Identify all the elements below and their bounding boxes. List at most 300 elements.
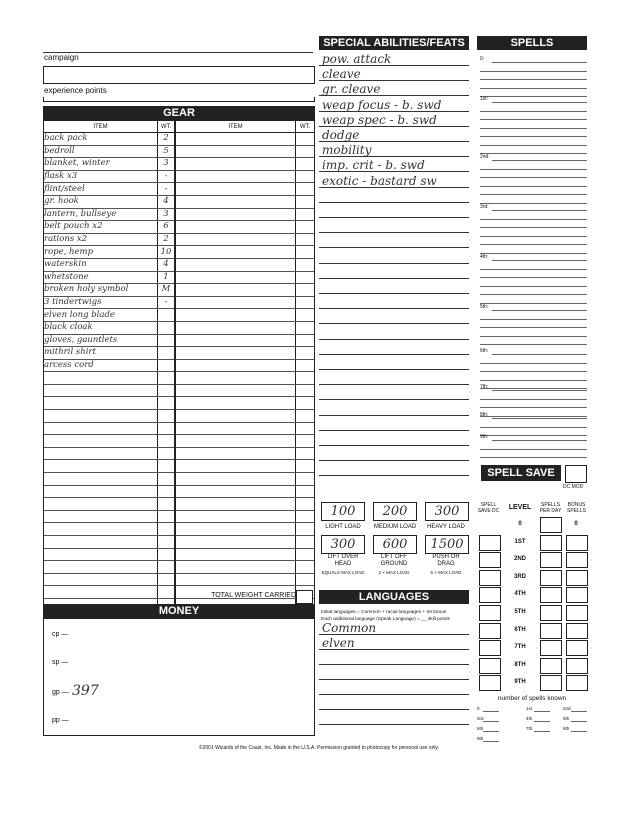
- gear-item-cell[interactable]: [44, 548, 158, 561]
- spell-line[interactable]: [480, 427, 587, 428]
- bonus-spells-box[interactable]: [566, 623, 588, 639]
- spell-line[interactable]: [480, 407, 587, 408]
- spell-level-label: 7th:: [480, 384, 489, 390]
- spells-known-line[interactable]: [483, 731, 499, 732]
- gear-item-cell[interactable]: [44, 573, 158, 586]
- gear-weight-cell[interactable]: [158, 309, 176, 322]
- gear-item-cell[interactable]: [44, 372, 158, 385]
- gear-weight-cell[interactable]: [296, 284, 315, 297]
- gear-item-cell[interactable]: [44, 422, 158, 435]
- total-weight-field[interactable]: [296, 590, 313, 604]
- feat-entry[interactable]: mobility: [322, 143, 372, 158]
- table-row: [44, 397, 314, 410]
- spell-save-dc-box[interactable]: [479, 658, 501, 674]
- gear-item-cell[interactable]: belt pouch x2: [44, 221, 158, 234]
- gear-item-cell[interactable]: [44, 498, 158, 511]
- spell-line[interactable]: [480, 96, 587, 97]
- gear-weight-cell[interactable]: [158, 460, 176, 473]
- table-row: [44, 321, 314, 334]
- spell-level-label: 3rd:: [480, 204, 489, 210]
- spell-line[interactable]: [480, 269, 587, 270]
- spell-line[interactable]: [492, 210, 587, 211]
- spell-line[interactable]: [480, 236, 587, 237]
- gear-weight-cell[interactable]: [296, 158, 315, 171]
- feat-line: [319, 323, 469, 324]
- spells-known-line[interactable]: [534, 711, 550, 712]
- col-spell-save-dc: SPELL SAVE DC: [477, 502, 500, 514]
- table-row: [44, 195, 314, 208]
- push-drag-box[interactable]: [425, 535, 469, 554]
- gear-item-cell[interactable]: [175, 498, 296, 511]
- gear-weight-cell[interactable]: [158, 561, 176, 574]
- table-row: [44, 284, 314, 297]
- gear-weight-cell[interactable]: [296, 548, 315, 561]
- gear-weight-cell[interactable]: [296, 460, 315, 473]
- spells-per-day-box[interactable]: [540, 658, 562, 674]
- lift-head-label: LIFT OVER HEAD: [327, 554, 359, 567]
- gear-weight-cell[interactable]: [296, 133, 315, 146]
- spell-line[interactable]: [480, 399, 587, 400]
- gear-item-cell[interactable]: [175, 221, 296, 234]
- gear-item-cell[interactable]: [175, 309, 296, 322]
- spells-per-day-box[interactable]: [540, 623, 562, 639]
- spell-line[interactable]: [492, 62, 587, 63]
- dc-mod-field[interactable]: [565, 465, 587, 483]
- gear-weight-cell[interactable]: M: [158, 284, 176, 297]
- spells-per-day-box[interactable]: [540, 535, 562, 551]
- gear-item-cell[interactable]: gloves, gauntlets: [44, 334, 158, 347]
- table-row: [44, 170, 314, 183]
- feat-entry[interactable]: weap focus - b. swd: [322, 97, 442, 112]
- spell-line[interactable]: [492, 354, 587, 355]
- table-row: [44, 435, 314, 448]
- spell-line[interactable]: [480, 244, 587, 245]
- gear-weight-cell[interactable]: [158, 321, 176, 334]
- heavy-load-box[interactable]: [425, 502, 469, 521]
- languages-title: LANGUAGES: [319, 590, 469, 604]
- gear-weight-cell[interactable]: [158, 422, 176, 435]
- gear-item-cell[interactable]: [44, 397, 158, 410]
- gear-item-cell[interactable]: [175, 485, 296, 498]
- spell-level-label: 5th:: [480, 304, 489, 310]
- gear-item-cell[interactable]: arcess cord: [44, 359, 158, 372]
- gear-weight-cell[interactable]: [296, 183, 315, 196]
- feat-entry[interactable]: cleave: [322, 67, 361, 82]
- feat-entry[interactable]: imp. crit - b. swd: [322, 158, 425, 173]
- light-load-box[interactable]: [321, 502, 365, 521]
- gear-item-cell[interactable]: blanket, winter: [44, 158, 158, 171]
- gear-weight-cell[interactable]: [296, 145, 315, 158]
- spell-line[interactable]: [480, 435, 587, 436]
- gear-weight-cell[interactable]: 4: [158, 195, 176, 208]
- gear-weight-cell[interactable]: [158, 384, 176, 397]
- spells-known-line[interactable]: [483, 711, 499, 712]
- bonus-spells-box[interactable]: [566, 552, 588, 568]
- gear-weight-cell[interactable]: -: [158, 170, 176, 183]
- gear-weight-cell[interactable]: 2: [158, 133, 176, 146]
- gear-item-cell[interactable]: lantern, bullseye: [44, 208, 158, 221]
- feat-line: [319, 399, 469, 400]
- gear-weight-cell[interactable]: [158, 510, 176, 523]
- gear-weight-cell[interactable]: [296, 208, 315, 221]
- gear-item-cell[interactable]: [175, 523, 296, 536]
- spell-line[interactable]: [480, 303, 587, 304]
- gear-item-cell[interactable]: [44, 435, 158, 448]
- gear-item-cell[interactable]: waterskin: [44, 258, 158, 271]
- spells-per-day-box[interactable]: [540, 517, 562, 533]
- gear-weight-cell[interactable]: [158, 435, 176, 448]
- gear-item-cell[interactable]: [175, 321, 296, 334]
- spells-per-day-box[interactable]: [540, 640, 562, 656]
- gear-item-cell[interactable]: rope, hemp: [44, 246, 158, 259]
- gear-weight-cell[interactable]: [296, 510, 315, 523]
- gear-item-cell[interactable]: [175, 447, 296, 460]
- spell-line[interactable]: [492, 310, 587, 311]
- gear-weight-cell[interactable]: [296, 536, 315, 549]
- spells-per-day-box[interactable]: [540, 552, 562, 568]
- gear-weight-cell[interactable]: [158, 473, 176, 486]
- gear-weight-cell[interactable]: [296, 397, 315, 410]
- campaign-line: [43, 52, 313, 53]
- gear-item-cell[interactable]: [175, 258, 296, 271]
- table-row: [44, 133, 314, 146]
- gear-weight-cell[interactable]: [296, 410, 315, 423]
- gear-item-cell[interactable]: broken holy symbol: [44, 284, 158, 297]
- gear-item-cell[interactable]: flask x3: [44, 170, 158, 183]
- gear-item-cell[interactable]: [175, 422, 296, 435]
- money-gp-value[interactable]: 397: [72, 683, 99, 699]
- table-row: [44, 561, 314, 574]
- spell-line[interactable]: [480, 380, 587, 381]
- spell-line[interactable]: [480, 344, 587, 345]
- gear-weight-cell[interactable]: [158, 359, 176, 372]
- spells-known-line[interactable]: [571, 731, 587, 732]
- gear-item-cell[interactable]: [175, 208, 296, 221]
- gear-weight-cell[interactable]: [296, 233, 315, 246]
- feat-entry[interactable]: gr. cleave: [322, 82, 381, 97]
- gear-weight-cell[interactable]: [296, 334, 315, 347]
- language-line: [319, 694, 469, 695]
- gear-item-cell[interactable]: [175, 158, 296, 171]
- spells-per-day-box[interactable]: [540, 605, 562, 621]
- gear-weight-cell[interactable]: [158, 485, 176, 498]
- spell-line[interactable]: [480, 119, 587, 120]
- spell-save-dc-box[interactable]: [479, 570, 501, 586]
- gear-item-cell[interactable]: [175, 384, 296, 397]
- spell-line[interactable]: [492, 160, 587, 161]
- spell-save-dc-box[interactable]: [479, 605, 501, 621]
- gear-item-cell[interactable]: black cloak: [44, 321, 158, 334]
- gear-weight-cell[interactable]: 10: [158, 246, 176, 259]
- heavy-load-label: HEAVY LOAD: [427, 524, 465, 530]
- spell-line[interactable]: [480, 416, 587, 417]
- gear-weight-cell[interactable]: [296, 523, 315, 536]
- gear-item-cell[interactable]: flint/steel: [44, 183, 158, 196]
- spells-known-line[interactable]: [571, 711, 587, 712]
- gear-item-cell[interactable]: [175, 460, 296, 473]
- spell-line[interactable]: [480, 88, 587, 89]
- gear-item-cell[interactable]: [44, 586, 158, 599]
- gear-weight-cell[interactable]: [296, 485, 315, 498]
- languages-note-1: Initial languages = Common + racial languages + Int bonus: [321, 610, 447, 615]
- lift-head-box[interactable]: [321, 535, 365, 554]
- gear-item-cell[interactable]: [44, 473, 158, 486]
- feat-line: [319, 293, 469, 294]
- spell-level: 6TH: [514, 626, 526, 633]
- spells-known-title: number of spells known: [497, 695, 567, 702]
- spell-line[interactable]: [480, 363, 587, 364]
- gear-item-cell[interactable]: [175, 296, 296, 309]
- medium-load-box[interactable]: [373, 502, 417, 521]
- feat-entry[interactable]: pow. attack: [322, 52, 392, 66]
- spell-line[interactable]: [480, 371, 587, 372]
- bonus-spells-box[interactable]: [566, 605, 588, 621]
- gear-title: GEAR: [43, 106, 315, 120]
- gear-item-cell[interactable]: [175, 372, 296, 385]
- gear-weight-cell[interactable]: [296, 435, 315, 448]
- gear-weight-cell[interactable]: [158, 372, 176, 385]
- gear-weight-cell[interactable]: 3: [158, 208, 176, 221]
- spells-known-line[interactable]: [571, 721, 587, 722]
- gear-weight-cell[interactable]: -: [158, 296, 176, 309]
- gear-weight-cell[interactable]: [158, 347, 176, 360]
- spell-line[interactable]: [492, 440, 587, 441]
- spell-line[interactable]: [480, 336, 587, 337]
- gear-weight-cell[interactable]: [296, 246, 315, 259]
- spell-line[interactable]: [480, 136, 587, 137]
- feat-line: [319, 247, 469, 248]
- gear-item-cell[interactable]: elven long blade: [44, 309, 158, 322]
- gear-weight-cell[interactable]: 2: [158, 233, 176, 246]
- feat-line: [319, 430, 469, 431]
- gear-weight-cell[interactable]: [158, 397, 176, 410]
- gear-item-cell[interactable]: [175, 133, 296, 146]
- money-pp-label: pp —: [52, 717, 69, 724]
- gear-item-cell[interactable]: [44, 485, 158, 498]
- gear-item-cell[interactable]: [175, 183, 296, 196]
- gear-item-cell[interactable]: [175, 510, 296, 523]
- gear-weight-cell[interactable]: [158, 573, 176, 586]
- gear-item-cell[interactable]: bedroll: [44, 145, 158, 158]
- gear-item-cell[interactable]: [175, 334, 296, 347]
- gear-weight-cell[interactable]: [296, 271, 315, 284]
- spell-line[interactable]: [480, 79, 587, 80]
- table-row: [44, 510, 314, 523]
- gear-weight-cell[interactable]: [158, 498, 176, 511]
- language-entry[interactable]: elven: [322, 636, 355, 650]
- spell-line[interactable]: [480, 128, 587, 129]
- spells-known-line[interactable]: [534, 731, 550, 732]
- spell-line[interactable]: [480, 177, 587, 178]
- gear-item-cell[interactable]: [175, 170, 296, 183]
- gear-weight-cell[interactable]: [296, 296, 315, 309]
- gear-weight-cell[interactable]: 6: [158, 221, 176, 234]
- spell-level-label: 6th:: [480, 348, 489, 354]
- spells-per-day-box[interactable]: [540, 587, 562, 603]
- gear-weight-cell[interactable]: [296, 473, 315, 486]
- spell-line[interactable]: [480, 327, 587, 328]
- spell-line[interactable]: [480, 153, 587, 154]
- gear-weight-cell[interactable]: [296, 447, 315, 460]
- language-entry[interactable]: Common: [322, 621, 377, 635]
- gear-item-cell[interactable]: [44, 384, 158, 397]
- spell-level: 2ND: [513, 556, 526, 563]
- feat-entry[interactable]: weap spec - b. swd: [322, 112, 437, 127]
- gear-weight-cell[interactable]: [296, 309, 315, 322]
- gear-weight-cell[interactable]: [158, 447, 176, 460]
- feat-entry[interactable]: dodge: [322, 128, 360, 142]
- spell-line[interactable]: [492, 102, 587, 103]
- gear-weight-cell[interactable]: [296, 498, 315, 511]
- gear-col-item: ITEM: [44, 121, 158, 133]
- gear-item-cell[interactable]: back pack: [44, 133, 158, 146]
- spell-line[interactable]: [480, 186, 587, 187]
- spell-level-label: 2nd:: [480, 154, 490, 160]
- spells-per-day-box[interactable]: [540, 570, 562, 586]
- gear-item-cell[interactable]: [44, 460, 158, 473]
- gear-weight-cell[interactable]: [158, 523, 176, 536]
- spell-line[interactable]: [492, 390, 587, 391]
- spell-line[interactable]: [480, 111, 587, 112]
- spells-known-line[interactable]: [534, 721, 550, 722]
- spell-line[interactable]: [480, 145, 587, 146]
- bonus-spells-box[interactable]: [566, 658, 588, 674]
- gear-item-cell[interactable]: 3 tindertwigs: [44, 296, 158, 309]
- gear-item-cell[interactable]: rations x2: [44, 233, 158, 246]
- gear-item-cell[interactable]: [175, 233, 296, 246]
- spells-known-line[interactable]: [483, 721, 499, 722]
- spell-line[interactable]: [480, 253, 587, 254]
- gear-weight-cell[interactable]: [296, 573, 315, 586]
- spell-line[interactable]: [480, 219, 587, 220]
- gear-item-cell[interactable]: whetstone: [44, 271, 158, 284]
- gear-item-cell[interactable]: [175, 573, 296, 586]
- gear-weight-cell[interactable]: [158, 536, 176, 549]
- gear-weight-cell[interactable]: [296, 258, 315, 271]
- gear-weight-cell[interactable]: [296, 195, 315, 208]
- xp-field[interactable]: [43, 66, 315, 84]
- gear-item-cell[interactable]: [175, 195, 296, 208]
- gear-col-wt-2: WT.: [296, 121, 315, 133]
- col-spells-per-day: SPELLS PER DAY: [539, 502, 562, 514]
- spell-line[interactable]: [480, 203, 587, 204]
- bonus-spells-box[interactable]: [566, 587, 588, 603]
- spell-line[interactable]: [480, 169, 587, 170]
- gear-item-cell[interactable]: [175, 145, 296, 158]
- table-row: [44, 536, 314, 549]
- spell-line[interactable]: [480, 71, 587, 72]
- gear-weight-cell[interactable]: [296, 372, 315, 385]
- spell-line[interactable]: [480, 388, 587, 389]
- gear-item-cell[interactable]: mithril shirt: [44, 347, 158, 360]
- spell-line[interactable]: [480, 227, 587, 228]
- gear-item-cell[interactable]: [175, 435, 296, 448]
- gear-item-cell[interactable]: [175, 561, 296, 574]
- spell-line[interactable]: [480, 294, 587, 295]
- money-gp-label: gp —: [52, 689, 69, 696]
- gear-item-cell[interactable]: [175, 473, 296, 486]
- gear-weight-cell[interactable]: [296, 422, 315, 435]
- gear-col-wt: WT.: [158, 121, 176, 133]
- gear-item-cell[interactable]: [44, 510, 158, 523]
- lift-ground-box[interactable]: [373, 535, 417, 554]
- gear-weight-cell[interactable]: -: [158, 183, 176, 196]
- table-row: [44, 271, 314, 284]
- gear-item-cell[interactable]: [44, 561, 158, 574]
- gear-weight-cell[interactable]: [158, 548, 176, 561]
- gear-weight-cell[interactable]: [158, 334, 176, 347]
- spell-line[interactable]: [480, 457, 587, 458]
- bonus-spells-box[interactable]: [566, 570, 588, 586]
- gear-weight-cell[interactable]: 4: [158, 258, 176, 271]
- gear-weight-cell[interactable]: [296, 221, 315, 234]
- gear-item-cell[interactable]: [44, 447, 158, 460]
- spell-save-dc-box[interactable]: [479, 675, 501, 691]
- gear-item-cell[interactable]: [175, 271, 296, 284]
- gear-item-cell[interactable]: [175, 284, 296, 297]
- spell-save-dc-box[interactable]: [479, 640, 501, 656]
- spell-save-dc-box[interactable]: [479, 587, 501, 603]
- gear-weight-cell[interactable]: [296, 384, 315, 397]
- gear-item-cell[interactable]: [44, 410, 158, 423]
- spell-line[interactable]: [480, 277, 587, 278]
- spells-per-day-box[interactable]: [540, 675, 562, 691]
- bonus-spells-box[interactable]: [566, 675, 588, 691]
- gear-item-cell[interactable]: [175, 397, 296, 410]
- gear-weight-cell[interactable]: [296, 347, 315, 360]
- medium-load-value: 200: [382, 504, 408, 519]
- gear-weight-cell[interactable]: 5: [158, 145, 176, 158]
- gear-weight-cell[interactable]: [158, 586, 176, 599]
- bonus-spells-box[interactable]: [566, 640, 588, 656]
- spell-line[interactable]: [480, 319, 587, 320]
- gear-weight-cell[interactable]: [296, 359, 315, 372]
- gear-weight-cell[interactable]: 3: [158, 158, 176, 171]
- spells-known-label: 2nd: [563, 706, 571, 711]
- gear-weight-cell[interactable]: [296, 561, 315, 574]
- gear-item-cell[interactable]: [44, 523, 158, 536]
- spell-save-dc-box[interactable]: [479, 623, 501, 639]
- gear-item-cell[interactable]: [175, 359, 296, 372]
- gear-weight-cell[interactable]: 1: [158, 271, 176, 284]
- gear-item-cell[interactable]: [175, 410, 296, 423]
- spell-save-dc-box[interactable]: [479, 552, 501, 568]
- gear-weight-cell[interactable]: [296, 321, 315, 334]
- feat-entry[interactable]: exotic - bastard sw: [322, 173, 437, 188]
- money-box: [43, 618, 315, 736]
- spell-line[interactable]: [480, 449, 587, 450]
- spell-save-dc-box[interactable]: [479, 535, 501, 551]
- gear-item-cell[interactable]: [175, 347, 296, 360]
- spell-line[interactable]: [492, 260, 587, 261]
- gear-item-cell[interactable]: gr. hook: [44, 195, 158, 208]
- spell-line[interactable]: [492, 418, 587, 419]
- push-drag-label: PUSH OR DRAG: [432, 554, 460, 567]
- gear-item-cell[interactable]: [44, 536, 158, 549]
- gear-weight-cell[interactable]: [158, 410, 176, 423]
- xp-label: experience points: [44, 86, 107, 95]
- bonus-spells-zero: 0: [574, 521, 578, 527]
- spell-level: 9TH: [514, 679, 526, 686]
- bonus-spells-box[interactable]: [566, 535, 588, 551]
- spell-line[interactable]: [480, 194, 587, 195]
- spells-known-line[interactable]: [483, 741, 499, 742]
- gear-item-cell[interactable]: [175, 548, 296, 561]
- gear-item-cell[interactable]: [175, 246, 296, 259]
- gear-item-cell[interactable]: [175, 536, 296, 549]
- gear-weight-cell[interactable]: [296, 170, 315, 183]
- spell-line[interactable]: [480, 286, 587, 287]
